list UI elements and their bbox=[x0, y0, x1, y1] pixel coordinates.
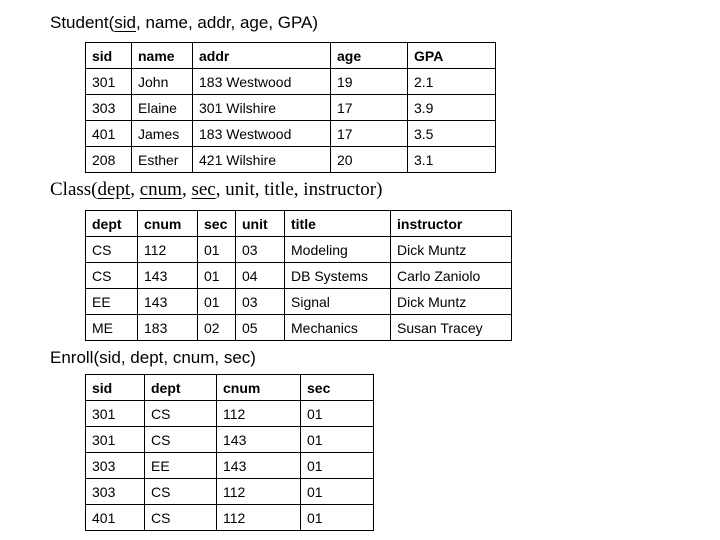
table-row bbox=[86, 121, 496, 147]
student-relation-name: Student( bbox=[50, 13, 115, 32]
table-cell: 2.1 bbox=[408, 69, 496, 95]
table-cell: 303 bbox=[86, 95, 132, 121]
table-cell: 01 bbox=[301, 479, 374, 505]
table-cell: CS bbox=[86, 237, 138, 263]
table-row bbox=[86, 479, 374, 505]
column-header: dept bbox=[86, 211, 138, 237]
table-cell: 183 bbox=[138, 315, 198, 341]
table-cell: 112 bbox=[138, 237, 198, 263]
table-cell: Mechanics bbox=[285, 315, 391, 341]
class-key-sec: sec bbox=[191, 179, 216, 200]
table-cell: 17 bbox=[331, 121, 408, 147]
table-row bbox=[86, 505, 374, 531]
column-header: name bbox=[132, 43, 193, 69]
column-header: cnum bbox=[217, 375, 301, 401]
table-cell: 03 bbox=[236, 289, 285, 315]
table-cell: Modeling bbox=[285, 237, 391, 263]
table-cell: 01 bbox=[301, 427, 374, 453]
table-cell: 20 bbox=[331, 147, 408, 173]
table-cell: 01 bbox=[301, 505, 374, 531]
table-cell: John bbox=[132, 69, 193, 95]
table-cell: CS bbox=[145, 505, 217, 531]
table-cell: 303 bbox=[86, 479, 145, 505]
table-cell: 01 bbox=[301, 401, 374, 427]
table-cell: 183 Westwood bbox=[193, 69, 331, 95]
table-cell: 17 bbox=[331, 95, 408, 121]
class-schema-title bbox=[50, 179, 382, 201]
column-header: GPA bbox=[408, 43, 496, 69]
table-cell: 208 bbox=[86, 147, 132, 173]
table-cell: Carlo Zaniolo bbox=[391, 263, 512, 289]
table-cell: 01 bbox=[198, 237, 236, 263]
table-cell: Dick Muntz bbox=[391, 289, 512, 315]
table-cell: ME bbox=[86, 315, 138, 341]
table-cell: 112 bbox=[217, 505, 301, 531]
table-cell: 03 bbox=[236, 237, 285, 263]
table-cell: 19 bbox=[331, 69, 408, 95]
table-cell: 183 Westwood bbox=[193, 121, 331, 147]
table-cell: 401 bbox=[86, 505, 145, 531]
table-row bbox=[86, 69, 496, 95]
class-attributes: , unit, title, instructor) bbox=[215, 179, 383, 200]
student-schema-title bbox=[50, 12, 318, 34]
enroll-schema-title bbox=[50, 347, 256, 369]
table-cell: 301 Wilshire bbox=[193, 95, 331, 121]
table-cell: Susan Tracey bbox=[391, 315, 512, 341]
class-relation-name: Class( bbox=[50, 179, 98, 200]
table-row bbox=[86, 147, 496, 173]
table-header-row bbox=[86, 211, 512, 237]
table-cell: EE bbox=[86, 289, 138, 315]
column-header: instructor bbox=[391, 211, 512, 237]
table-cell: EE bbox=[145, 453, 217, 479]
student-attributes: , name, addr, age, GPA) bbox=[136, 13, 319, 32]
column-header: sec bbox=[198, 211, 236, 237]
table-cell: 143 bbox=[217, 427, 301, 453]
column-header: sec bbox=[301, 375, 374, 401]
table-cell: 04 bbox=[236, 263, 285, 289]
table-cell: CS bbox=[145, 479, 217, 505]
column-header: addr bbox=[193, 43, 331, 69]
table-cell: 3.1 bbox=[408, 147, 496, 173]
table-header-row bbox=[86, 375, 374, 401]
student-key-sid: sid bbox=[114, 13, 136, 32]
table-cell: 01 bbox=[301, 453, 374, 479]
table-cell: 143 bbox=[138, 289, 198, 315]
enroll-schema-text: Enroll(sid, dept, cnum, sec) bbox=[50, 348, 256, 367]
class-key-cnum: cnum bbox=[139, 179, 182, 200]
column-header: age bbox=[331, 43, 408, 69]
table-cell: Dick Muntz bbox=[391, 237, 512, 263]
table-cell: 3.9 bbox=[408, 95, 496, 121]
column-header: unit bbox=[236, 211, 285, 237]
table-row bbox=[86, 289, 512, 315]
table-cell: 112 bbox=[217, 401, 301, 427]
table-cell: 01 bbox=[198, 263, 236, 289]
table-cell: Esther bbox=[132, 147, 193, 173]
table-cell: 303 bbox=[86, 453, 145, 479]
table-cell: Elaine bbox=[132, 95, 193, 121]
table-row bbox=[86, 315, 512, 341]
table-header-row bbox=[86, 43, 496, 69]
table-row bbox=[86, 263, 512, 289]
table-cell: 3.5 bbox=[408, 121, 496, 147]
table-cell: CS bbox=[145, 401, 217, 427]
table-row bbox=[86, 401, 374, 427]
table-row bbox=[86, 427, 374, 453]
table-row bbox=[86, 453, 374, 479]
column-header: dept bbox=[145, 375, 217, 401]
table-cell: 143 bbox=[217, 453, 301, 479]
table-cell: CS bbox=[86, 263, 138, 289]
class-separator: , bbox=[181, 179, 192, 200]
table-cell: Signal bbox=[285, 289, 391, 315]
column-header: sid bbox=[86, 375, 145, 401]
table-cell: 01 bbox=[198, 289, 236, 315]
class-key-dept: dept bbox=[97, 179, 131, 200]
class-table bbox=[85, 210, 512, 341]
table-row bbox=[86, 95, 496, 121]
table-cell: 301 bbox=[86, 69, 132, 95]
column-header: cnum bbox=[138, 211, 198, 237]
student-table bbox=[85, 42, 496, 173]
column-header: sid bbox=[86, 43, 132, 69]
table-cell: 02 bbox=[198, 315, 236, 341]
table-cell: James bbox=[132, 121, 193, 147]
column-header: title bbox=[285, 211, 391, 237]
table-cell: 301 bbox=[86, 401, 145, 427]
table-cell: 301 bbox=[86, 427, 145, 453]
table-cell: 112 bbox=[217, 479, 301, 505]
table-cell: 143 bbox=[138, 263, 198, 289]
table-cell: CS bbox=[145, 427, 217, 453]
class-separator: , bbox=[130, 179, 140, 200]
table-row bbox=[86, 237, 512, 263]
table-cell: 401 bbox=[86, 121, 132, 147]
table-cell: DB Systems bbox=[285, 263, 391, 289]
enroll-table bbox=[85, 374, 374, 531]
table-cell: 421 Wilshire bbox=[193, 147, 331, 173]
table-cell: 05 bbox=[236, 315, 285, 341]
